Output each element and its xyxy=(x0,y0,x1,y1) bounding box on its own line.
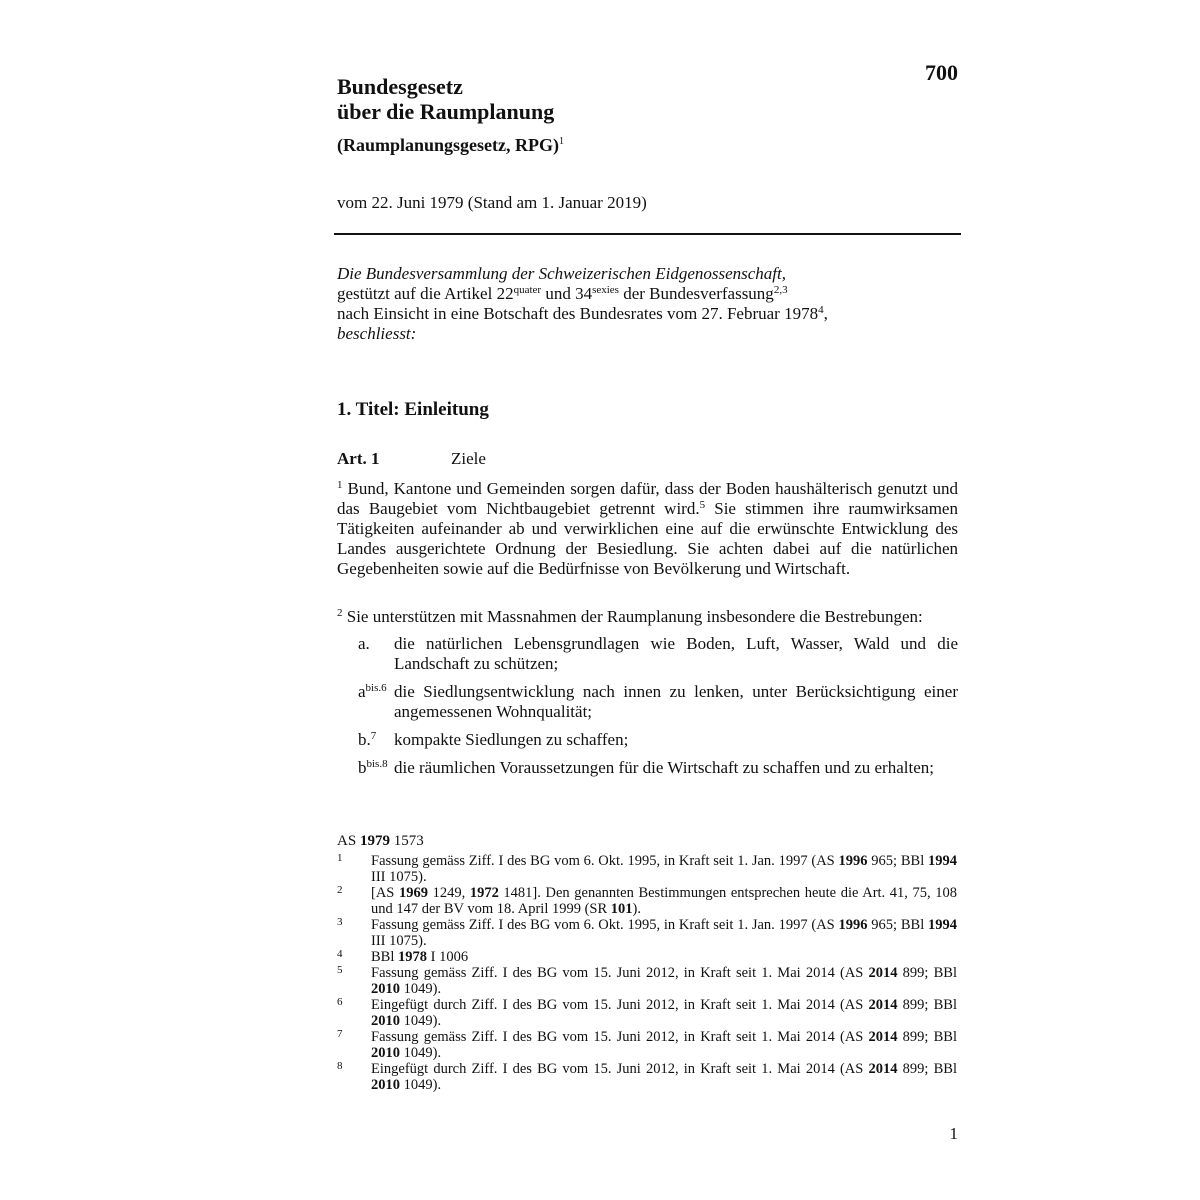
footnote xyxy=(337,917,957,949)
as-year: 1979 xyxy=(359,833,390,849)
footnote-text: 899; BBl xyxy=(897,1029,957,1045)
preamble-assembly: Die Bundesversammlung der Schweizerischen Eidgenossenschaft, xyxy=(337,264,786,283)
footnote-text: 965; BBl xyxy=(867,853,928,869)
footnote-text: 1049). xyxy=(400,1013,442,1029)
article-paragraph-1 xyxy=(337,479,958,579)
footnote-year: 1996 xyxy=(838,853,868,869)
goals-list xyxy=(358,634,958,786)
list-item-text: die räumlichen Voraussetzungen für die Wirtschaft zu schaffen und zu erhalten; xyxy=(394,758,934,777)
footnote-year: 1994 xyxy=(928,853,957,869)
article-paragraph-2 xyxy=(337,607,958,627)
page-number: 1 xyxy=(949,1124,958,1143)
footnote-year: 2010 xyxy=(371,981,400,997)
marker-letter: b xyxy=(358,758,367,777)
header-divider xyxy=(334,233,961,235)
footnote-ref-8[interactable]: bis.8 xyxy=(366,758,388,770)
footnote xyxy=(337,1029,957,1061)
list-item-text: die Siedlungsentwicklung nach innen zu lenken, unter Berücksichtigung einer angemessenen Wohnqualität; xyxy=(394,682,958,721)
footnote-number: 2 xyxy=(337,884,343,896)
footnote xyxy=(337,997,957,1029)
footnote-year: 2010 xyxy=(371,1013,400,1029)
message-text: nach Einsicht in eine Botschaft des Bundesrates vom 27. Februar 1978 xyxy=(337,304,819,323)
enactment-date: vom 22. Juni 1979 (Stand am 1. Januar 2019) xyxy=(337,193,647,212)
footnote-text: 899; BBl xyxy=(897,997,957,1013)
legal-basis-text-c: der Bundesverfassung xyxy=(618,284,774,303)
footnote-text: Fassung gemäss Ziff. I des BG vom 6. Okt. 1995, in Kraft seit 1. Jan. 1997 (AS xyxy=(371,853,839,869)
list-item-text: kompakte Siedlungen zu schaffen; xyxy=(394,730,629,749)
footnote-year: 1996 xyxy=(838,917,868,933)
footnote-number: 5 xyxy=(337,964,343,976)
list-item xyxy=(358,758,958,778)
footnote-text: BBl xyxy=(371,949,398,965)
footnote-year: 2014 xyxy=(868,1029,898,1045)
paragraph-number-1: 1 xyxy=(337,479,343,491)
footnote-year: 1978 xyxy=(398,949,427,965)
article-heading xyxy=(337,449,486,469)
list-marker xyxy=(358,682,387,702)
paragraph-number-2: 2 xyxy=(337,607,343,619)
footnote-text: 899; BBl xyxy=(897,965,957,981)
footnote-year: 2014 xyxy=(868,1061,898,1077)
footnote-number: 1 xyxy=(337,852,343,864)
footnote-text: Fassung gemäss Ziff. I des BG vom 15. Juni 2012, in Kraft seit 1. Mai 2014 (AS xyxy=(371,1029,869,1045)
footnote-text: Fassung gemäss Ziff. I des BG vom 6. Okt. 1995, in Kraft seit 1. Jan. 1997 (AS xyxy=(371,917,839,933)
article-number: Art. 1 xyxy=(337,449,380,468)
footnote-number: 3 xyxy=(337,916,343,928)
list-marker xyxy=(358,758,388,778)
footnote-ref-1[interactable]: 1 xyxy=(559,136,565,147)
preamble-message xyxy=(337,304,961,324)
legal-basis-sup-quater: quater xyxy=(513,284,542,296)
footnote-text: 1249, xyxy=(427,885,470,901)
footnote-number: 6 xyxy=(337,996,343,1008)
marker-letter: b. xyxy=(358,730,371,749)
footnote-text: 965; BBl xyxy=(867,917,928,933)
list-item xyxy=(358,682,958,722)
title-line-2: über die Raumplanung xyxy=(337,99,555,124)
footnote-text: Fassung gemäss Ziff. I des BG vom 15. Juni 2012, in Kraft seit 1. Mai 2014 (AS xyxy=(371,965,869,981)
footnote-text: III 1075). xyxy=(371,869,427,885)
paragraph-1-text-a: Bund, Kantone und Gemeinden sorgen dafür, dass der Boden haushälterisch genutzt und das Baugebiet vom Nichtbaugebiet getrennt wird. xyxy=(337,479,958,518)
article-title: Ziele xyxy=(451,449,486,468)
paragraph-1-text-b: Sie stimmen ihre raumwirksamen Tätigkeiten aufeinander ab und verwirklichen eine auf die erwünschte Entwicklung des Landes ausgerichtete Ordnung der Besiedlung. Sie achten dabei auf die natürlichen Gegebenheiten sowie auf die Bedürfnisse von Bevölkerung und Wirtschaft. xyxy=(337,499,958,578)
list-item xyxy=(358,634,958,674)
marker-letter: a. xyxy=(358,634,370,653)
preamble-legal-basis xyxy=(337,284,961,304)
official-collection-reference xyxy=(337,833,424,850)
footnote-number: 4 xyxy=(337,948,343,960)
footnote-text: 899; BBl xyxy=(897,1061,957,1077)
legal-basis-text-b: und 34 xyxy=(541,284,593,303)
legal-basis-sup-sexies: sexies xyxy=(592,284,619,296)
footnote-text: 1481]. Den genannten Bestimmungen entsprechen heute die Art. 41, 75, 108 und 147 der BV vom 18. April 1999 (SR xyxy=(371,885,958,917)
short-title-text: (Raumplanungsgesetz, RPG) xyxy=(337,135,560,155)
footnote xyxy=(337,885,957,917)
footnote-year: 2010 xyxy=(371,1077,400,1093)
as-page: 1573 xyxy=(389,833,424,849)
footnote-ref-2-3[interactable]: 2,3 xyxy=(773,284,788,296)
title-line-1: Bundesgesetz xyxy=(337,74,463,99)
footnote xyxy=(337,1061,957,1093)
paragraph-2-text: Sie unterstützen mit Massnahmen der Raumplanung insbesondere die Bestrebungen: xyxy=(342,607,923,626)
footnotes xyxy=(337,853,957,1093)
footnote-text: I 1006 xyxy=(427,949,469,965)
section-title: 1. Titel: Einleitung xyxy=(337,399,489,420)
footnote-text: 1049). xyxy=(400,981,442,997)
sr-number: 700 xyxy=(925,60,958,85)
footnote-year: 2014 xyxy=(868,997,898,1013)
footnote-text: Eingefügt durch Ziff. I des BG vom 15. Juni 2012, in Kraft seit 1. Mai 2014 (AS xyxy=(371,1061,869,1077)
footnote-text: 1049). xyxy=(400,1045,442,1061)
footnote-ref-7[interactable]: 7 xyxy=(370,730,377,742)
footnote-year: 1969 xyxy=(398,885,428,901)
footnote xyxy=(337,853,957,885)
footnote-year: 101 xyxy=(610,901,633,917)
message-comma: , xyxy=(823,304,828,323)
footnote-text: [AS xyxy=(371,885,399,901)
footnote xyxy=(337,965,957,997)
list-marker xyxy=(358,634,370,654)
list-item xyxy=(358,730,958,750)
footnote-year: 2010 xyxy=(371,1045,400,1061)
footnote-text: 1049). xyxy=(400,1077,442,1093)
footnote-text: III 1075). xyxy=(371,933,427,949)
footnote-text: ). xyxy=(632,901,642,917)
list-marker xyxy=(358,730,376,750)
footnote-ref-6[interactable]: bis.6 xyxy=(365,682,387,694)
law-short-title xyxy=(337,131,564,156)
footnote-year: 2014 xyxy=(868,965,898,981)
as-prefix: AS xyxy=(337,833,360,849)
preamble-decides: beschliesst: xyxy=(337,324,417,343)
list-item-text: die natürlichen Lebensgrundlagen wie Boden, Luft, Wasser, Wald und die Landschaft zu schützen; xyxy=(394,634,958,673)
preamble xyxy=(337,264,961,344)
footnote-number: 7 xyxy=(337,1028,343,1040)
footnote-ref-5[interactable]: 5 xyxy=(699,499,706,511)
footnote-text: Eingefügt durch Ziff. I des BG vom 15. Juni 2012, in Kraft seit 1. Mai 2014 (AS xyxy=(371,997,869,1013)
footnote xyxy=(337,949,957,965)
footnote-number: 8 xyxy=(337,1060,343,1072)
marker-letter: a xyxy=(358,682,366,701)
legal-basis-text-a: gestützt auf die Artikel 22 xyxy=(337,284,514,303)
footnote-year: 1994 xyxy=(928,917,957,933)
footnote-ref-4[interactable]: 4 xyxy=(818,304,824,316)
footnote-year: 1972 xyxy=(469,885,499,901)
law-title xyxy=(337,74,554,124)
